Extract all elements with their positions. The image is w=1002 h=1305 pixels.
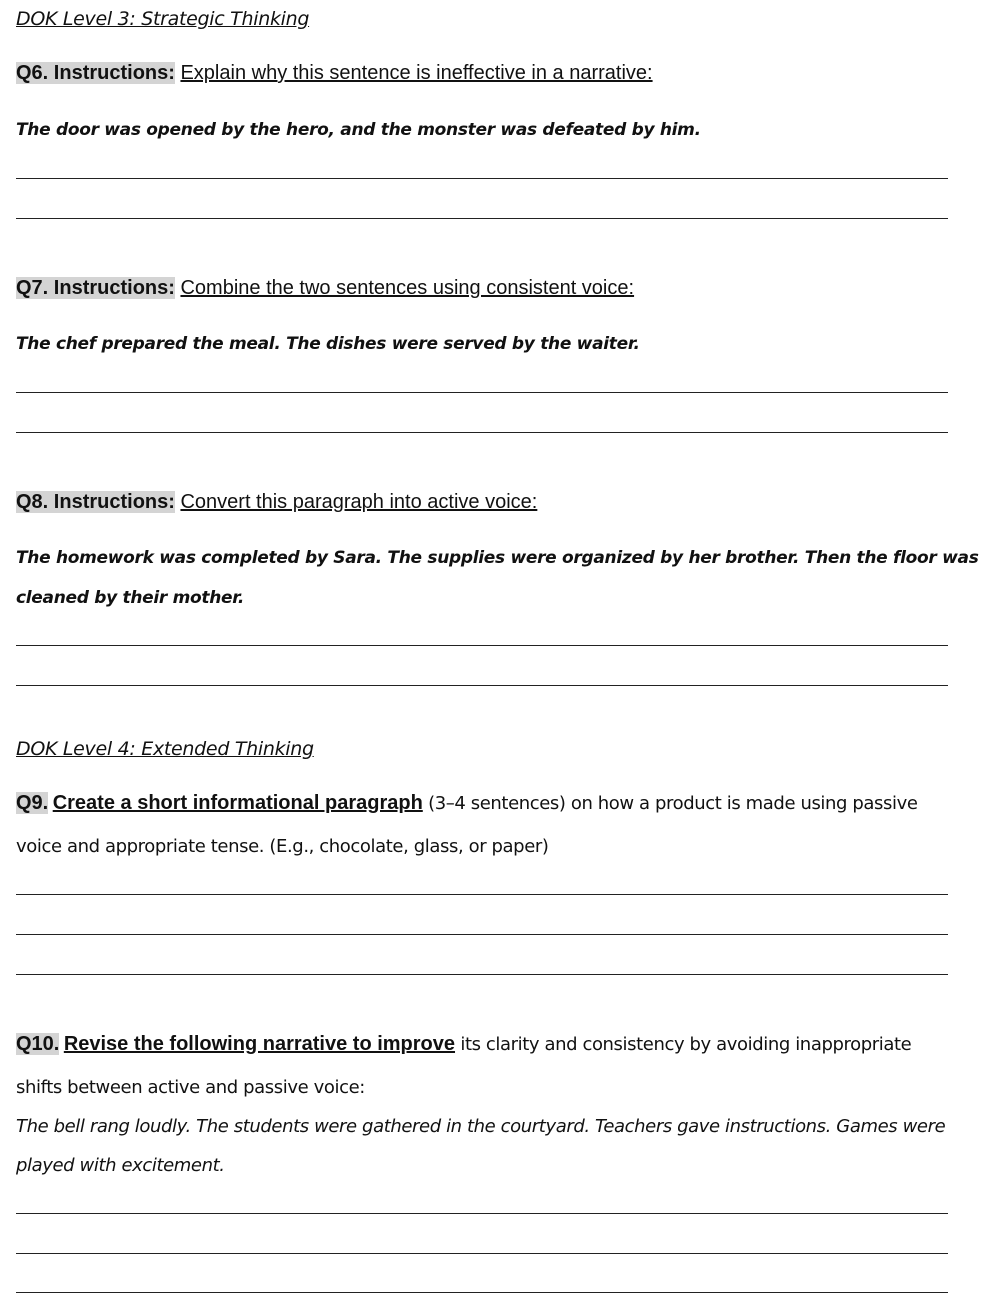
- q8-instruction: Convert this paragraph into active voice:: [180, 491, 538, 513]
- q9-answer-line-3[interactable]: [16, 974, 948, 975]
- q7-sentence: The chef prepared the meal. The dishes were served by the waiter.: [16, 334, 640, 354]
- q10-answer-line-2[interactable]: [16, 1253, 948, 1254]
- q6-sentence: The door was opened by the hero, and the monster was defeated by him.: [16, 120, 701, 140]
- q7-label: Q7. Instructions:: [16, 277, 175, 299]
- q10-answer-line-1[interactable]: [16, 1213, 948, 1214]
- q6-answer-line-1[interactable]: [16, 178, 948, 179]
- q9-instruction-rest-2: voice and appropriate tense. (E.g., chocolate, glass, or paper): [16, 836, 549, 857]
- q6-label: Q6. Instructions:: [16, 62, 175, 84]
- q10-narrative-line-1: The bell rang loudly. The students were gathered in the courtyard. Teachers gave instructions. Games were: [16, 1116, 946, 1137]
- q10-instruction-rest-1: its clarity and consistency by avoiding inappropriate: [455, 1034, 912, 1055]
- q8-paragraph-line-2: cleaned by their mother.: [16, 588, 245, 608]
- dok-level-4-heading: DOK Level 4: Extended Thinking: [16, 738, 314, 760]
- q10-answer-line-3[interactable]: [16, 1292, 948, 1293]
- q8-answer-line-2[interactable]: [16, 685, 948, 686]
- q9-answer-line-1[interactable]: [16, 894, 948, 895]
- q6-answer-line-2[interactable]: [16, 218, 948, 219]
- q10-prompt: [16, 1033, 911, 1056]
- q7-answer-line-2[interactable]: [16, 432, 948, 433]
- q10-instruction-rest-2: shifts between active and passive voice:: [16, 1077, 365, 1098]
- q10-narrative-line-2: played with excitement.: [16, 1155, 225, 1176]
- q9-instruction: Create a short informational paragraph: [52, 792, 423, 814]
- q7-instruction: Combine the two sentences using consistent voice:: [180, 277, 635, 299]
- q8-paragraph-line-1: The homework was completed by Sara. The supplies were organized by her brother. Then the floor was: [16, 548, 979, 568]
- q9-prompt: [16, 792, 918, 815]
- q9-label: Q9.: [16, 792, 49, 814]
- q7-prompt: [16, 277, 634, 300]
- q8-label: Q8. Instructions:: [16, 491, 175, 513]
- q10-instruction: Revise the following narrative to improve: [63, 1033, 456, 1055]
- q6-prompt: [16, 62, 653, 85]
- q8-prompt: [16, 491, 537, 514]
- q8-answer-line-1[interactable]: [16, 645, 948, 646]
- q9-answer-line-2[interactable]: [16, 934, 948, 935]
- dok-level-3-heading: DOK Level 3: Strategic Thinking: [16, 8, 310, 30]
- q6-instruction: Explain why this sentence is ineffective in a narrative:: [180, 62, 653, 84]
- q7-answer-line-1[interactable]: [16, 392, 948, 393]
- q9-instruction-rest-1: (3–4 sentences) on how a product is made using passive: [422, 793, 918, 814]
- q10-label: Q10.: [16, 1033, 60, 1055]
